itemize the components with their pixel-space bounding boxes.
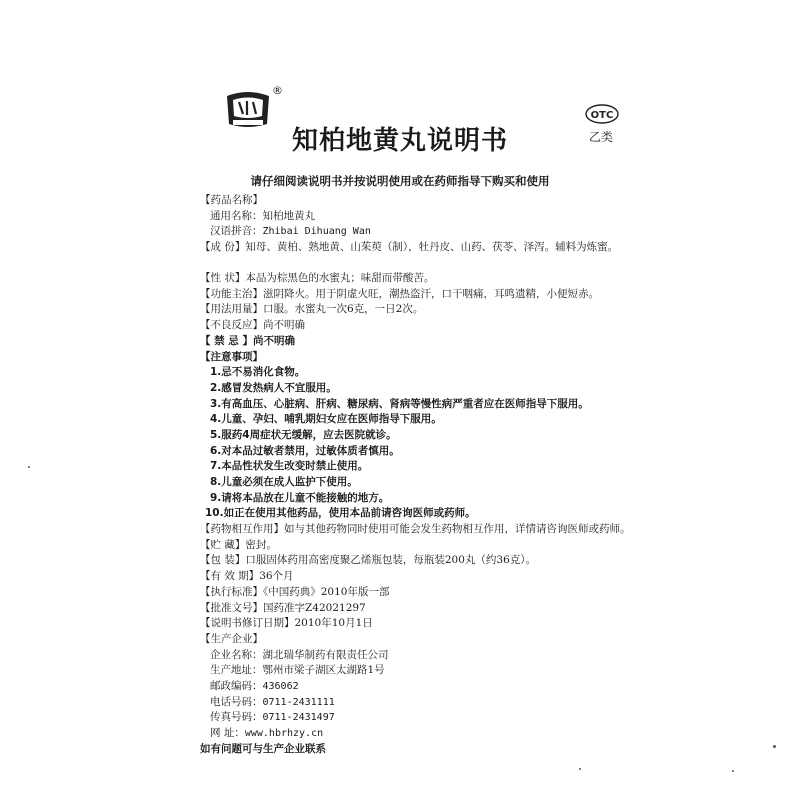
precaution-item: 2.感冒发热病人不宜服用。	[210, 381, 337, 394]
storage-row: 【贮 藏】密封。	[200, 538, 277, 551]
approval-row: 【批准文号】国药准字Z42021297	[200, 601, 366, 614]
company-name-row: 企业名称：湖北瑞华制药有限责任公司	[210, 648, 389, 661]
company-address-row: 生产地址：鄂州市梁子湖区太湖路1号	[210, 664, 385, 677]
dosage-row: 【用法用量】口服。水蜜丸一次6克，一日2次。	[200, 303, 424, 316]
precaution-item: 1.忌不易消化食物。	[210, 366, 306, 379]
print-speck	[773, 745, 776, 748]
print-speck	[28, 466, 30, 468]
indications-row: 【功能主治】滋阴降火。用于阴虚火旺，潮热盗汗，口干咽痛，耳鸣遗精，小便短赤。	[200, 287, 599, 300]
subtitle-notice: 请仔细阅读说明书并按说明使用或在药师指导下购买和使用	[250, 174, 550, 188]
registered-trademark: ®	[272, 84, 283, 97]
precaution-item: 6.对本品过敏者禁用，过敏体质者慎用。	[210, 444, 400, 457]
section-precautions: 【注意事项】	[200, 350, 263, 363]
print-speck	[579, 768, 581, 770]
pinyin-row: 汉语拼音：Zhibai Dihuang Wan	[210, 225, 371, 238]
phone-row: 电话号码：0711-2431111	[210, 695, 335, 708]
otc-class-label: 乙类	[589, 130, 614, 144]
precaution-item: 8.儿童必须在成人监护下使用。	[210, 476, 358, 488]
otc-badge	[585, 104, 619, 124]
precaution-item: 10.如正在使用其他药品，使用本品前请咨询医师或药师。	[205, 507, 476, 520]
validity-row: 【有 效 期】36个月	[200, 570, 294, 583]
standard-row: 【执行标准】《中国药典》2010年版一部	[200, 585, 390, 598]
composition-row: 【成 份】知母、黄柏、熟地黄、山茱萸（制），牡丹皮、山药、茯苓、泽泻。辅料为炼蜜。	[200, 241, 619, 254]
generic-name-row: 通用名称：知柏地黄丸	[210, 209, 315, 222]
print-speck	[732, 770, 734, 772]
contraindications-row: 【 禁 忌 】尚不明确	[200, 334, 295, 347]
interactions-row: 【药物相互作用】如与其他药物同时使用可能会发生药物相互作用，详情请咨询医师或药师。	[200, 523, 631, 536]
adverse-reactions-row: 【不良反应】尚不明确	[200, 319, 305, 332]
section-drug-name: 【药品名称】	[200, 194, 263, 206]
precaution-item: 5.服药4周症状无缓解，应去医院就诊。	[210, 428, 397, 441]
properties-row: 【性 状】本品为棕黑色的水蜜丸；味甜而带酸苦。	[200, 272, 435, 285]
postcode-row: 邮政编码：436062	[210, 679, 299, 692]
precaution-item: 3.有高血压、心脏病、肝病、糖尿病、肾病等慢性病严重者应在医师指导下服用。	[210, 397, 589, 410]
fax-row: 传真号码：0711-2431497	[210, 711, 335, 724]
precaution-item: 7.本品性状发生改变时禁止使用。	[210, 460, 369, 473]
revision-date-row: 【说明书修订日期】2010年10月1日	[200, 617, 373, 630]
document-title: 知柏地黄丸说明书	[291, 126, 508, 156]
precaution-item: 4.儿童、孕妇、哺乳期妇女应在医师指导下服用。	[210, 413, 442, 426]
section-manufacturer: 【生产企业】	[200, 632, 263, 645]
footer-contact-note: 如有问题可与生产企业联系	[200, 742, 326, 755]
precaution-item: 9.请将本品放在儿童不能接触的地方。	[210, 491, 390, 504]
leaflet-body	[200, 193, 640, 757]
website-row: 网 址：www.hbrhzy.cn	[210, 727, 324, 739]
package-row: 【包 装】口服固体药用高密度聚乙烯瓶包装，每瓶装200丸（约36克）。	[200, 554, 536, 567]
otc-label: OTC	[590, 110, 614, 121]
